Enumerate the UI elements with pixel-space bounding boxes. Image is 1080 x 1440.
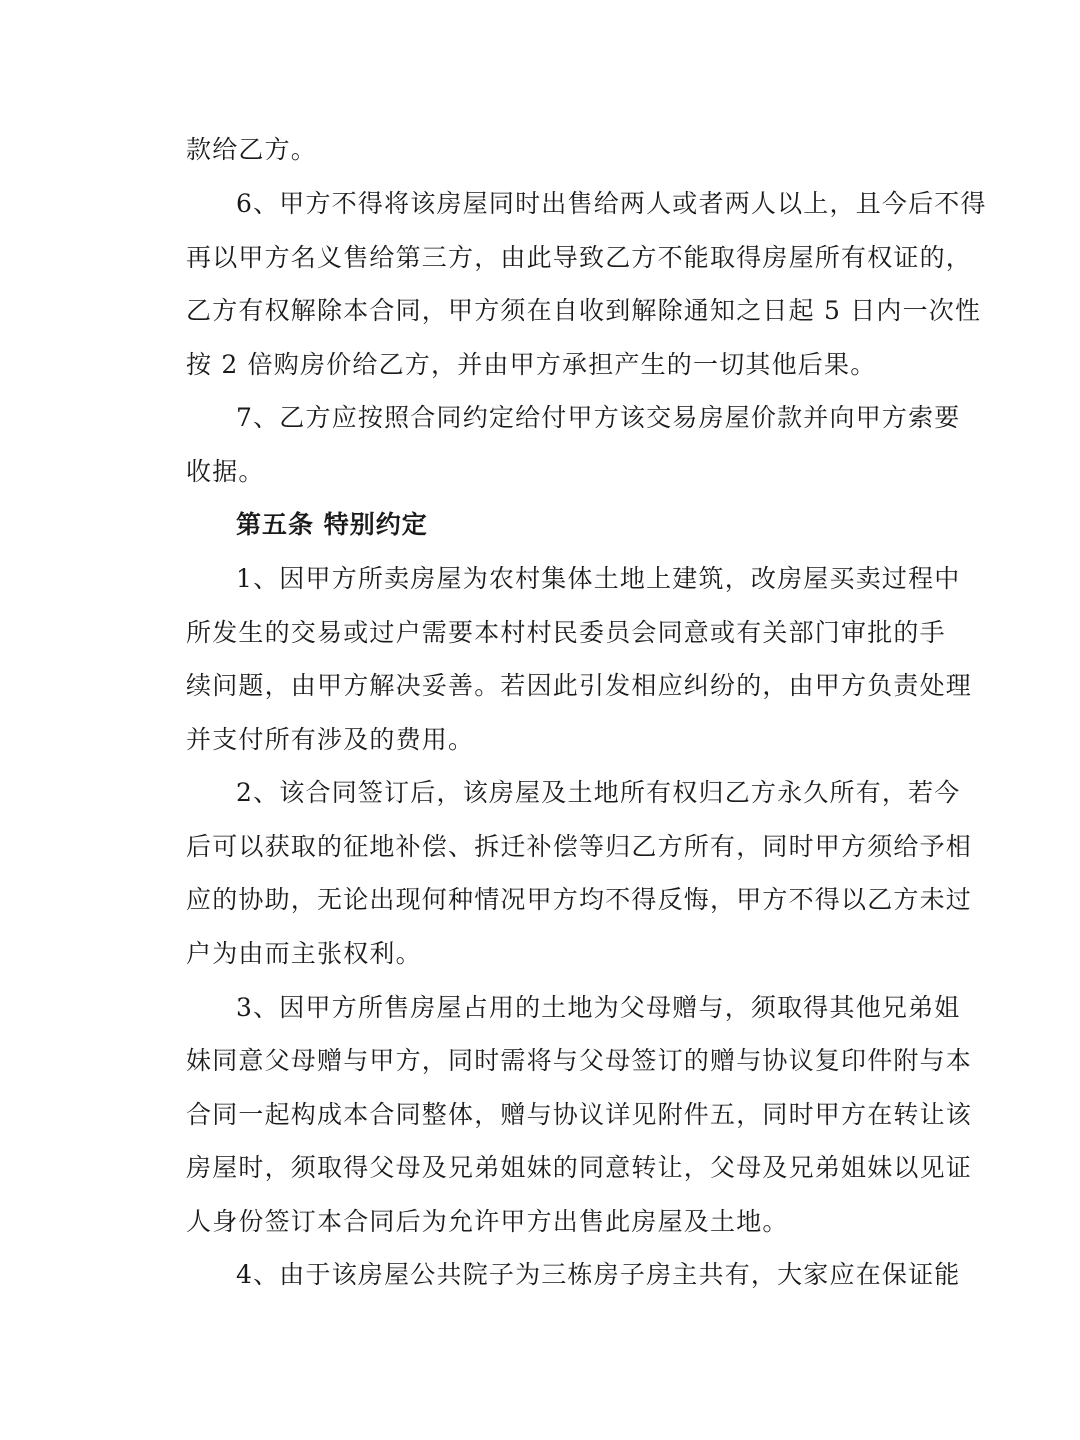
text-line: 收据。: [186, 457, 265, 486]
text-line: 按 2 倍购房价给乙方，并由甲方承担产生的一切其他后果。: [186, 350, 877, 379]
text-line: 7、乙方应按照合同约定给付甲方该交易房屋价款并向甲方索要: [236, 403, 961, 432]
text-line: 应的协助，无论出现何种情况甲方均不得反悔，甲方不得以乙方未过: [186, 885, 973, 914]
text-line: 再以甲方名义售给第三方，由此导致乙方不能取得房屋所有权证的，: [186, 243, 973, 272]
text-line: 续问题，由甲方解决妥善。若因此引发相应纠纷的，由甲方负责处理: [186, 671, 973, 700]
text-line: 6、甲方不得将该房屋同时出售给两人或者两人以上，且今后不得: [236, 189, 987, 218]
text-line: 3、因甲方所售房屋占用的土地为父母赠与，须取得其他兄弟姐: [236, 993, 961, 1022]
text-line: 户为由而主张权利。: [186, 939, 422, 968]
text-line: 房屋时，须取得父母及兄弟姐妹的同意转让，父母及兄弟姐妹以见证: [186, 1153, 973, 1182]
text-line: 4、由于该房屋公共院子为三栋房子房主共有，大家应在保证能: [236, 1260, 961, 1289]
text-line: 妹同意父母赠与甲方，同时需将与父母签订的赠与协议复印件附与本: [186, 1046, 973, 1075]
text-line: 后可以获取的征地补偿、拆迁补偿等归乙方所有，同时甲方须给予相: [186, 832, 973, 861]
section-heading: 第五条 特别约定: [236, 510, 428, 539]
text-line: 1、因甲方所卖房屋为农村集体土地上建筑，改房屋买卖过程中: [236, 564, 961, 593]
text-line: 合同一起构成本合同整体，赠与协议详见附件五，同时甲方在转让该: [186, 1100, 973, 1129]
text-line: 所发生的交易或过户需要本村村民委员会同意或有关部门审批的手: [186, 618, 946, 647]
text-line: 款给乙方。: [186, 135, 318, 164]
text-line: 2、该合同签订后，该房屋及土地所有权归乙方永久所有，若今: [236, 778, 961, 807]
text-line: 乙方有权解除本合同，甲方须在自收到解除通知之日起 5 日内一次性: [186, 296, 982, 325]
text-line: 并支付所有涉及的费用。: [186, 725, 475, 754]
text-line: 人身份签订本合同后为允许甲方出售此房屋及土地。: [186, 1207, 789, 1236]
